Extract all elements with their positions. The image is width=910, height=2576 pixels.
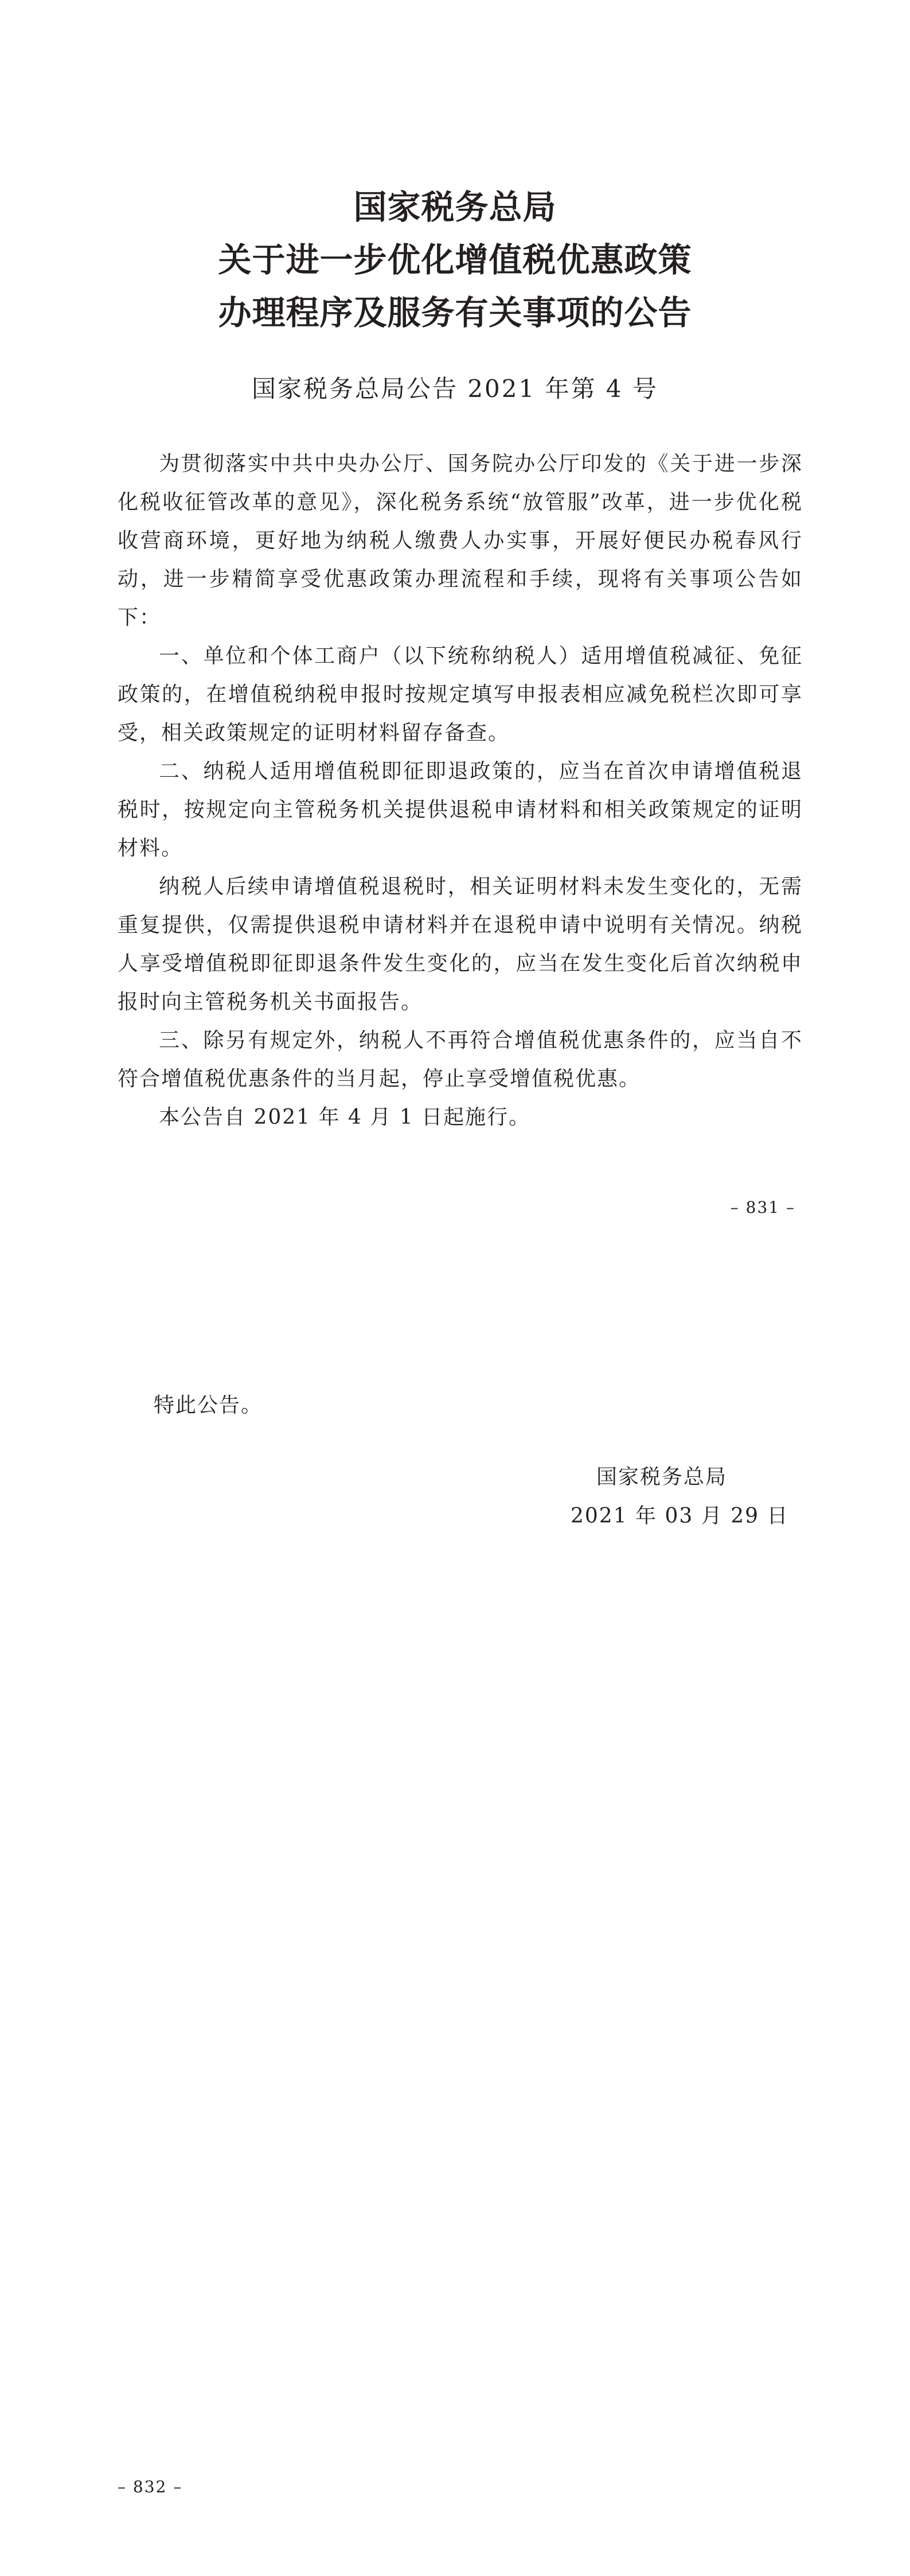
page-number: – 831 – [730, 1198, 795, 1217]
paragraph-item-2-followup: 纳税人后续申请增值税退税时，相关证明材料未发生变化的，无需重复提供，仅需提供退税申请材料并在退税申请中说明有关情况。纳税人享受增值税即征即退条件发生变化的，应当在发生变化后首次纳税申报时向主管税务机关书面报告。 [118, 875, 803, 1014]
document-body [118, 445, 803, 1137]
document-number: 国家税务总局公告 2021 年第 4 号 [251, 375, 658, 403]
page-832 [0, 1288, 910, 2576]
paragraph-intro: 为贯彻落实中共中央办公厅、国务院办公厅印发的《关于进一步深化税收征管改革的意见》，深化税务系统“放管服”改革，进一步优化税收营商环境，更好地为纳税人缴费人办实事，开展好便民办税春风行动，进一步精简享受优惠政策办理流程和手续，现将有关事项公告如下： [118, 452, 803, 629]
title-line-3: 办理程序及服务有关事项的公告 [218, 293, 692, 332]
title-line-2: 关于进一步优化增值税优惠政策 [218, 240, 692, 279]
paragraph-item-3: 三、除另有规定外，纳税人不再符合增值税优惠条件的，应当自不符合增值税优惠条件的当月起，停止享受增值税优惠。 [118, 1029, 803, 1091]
issue-date: 2021 年 03 月 29 日 [571, 1504, 789, 1528]
page-number: – 832 – [118, 2477, 183, 2496]
paragraph-item-1: 一、单位和个体工商户（以下统称纳税人）适用增值税减征、免征政策的，在增值税纳税申报时按规定填写申报表相应减免税栏次即可享受，相关政策规定的证明材料留存备查。 [118, 644, 803, 745]
paragraph-effective-date: 本公告自 2021 年 4 月 1 日起施行。 [159, 1106, 531, 1129]
document-title [0, 181, 910, 339]
closing-statement: 特此公告。 [154, 1394, 263, 1417]
title-line-1: 国家税务总局 [353, 188, 557, 227]
issuer-name: 国家税务总局 [596, 1465, 728, 1489]
paragraph-item-2: 二、纳税人适用增值税即征即退政策的，应当在首次申请增值税退税时，按规定向主管税务机关提供退税申请材料和相关政策规定的证明材料。 [118, 760, 803, 860]
